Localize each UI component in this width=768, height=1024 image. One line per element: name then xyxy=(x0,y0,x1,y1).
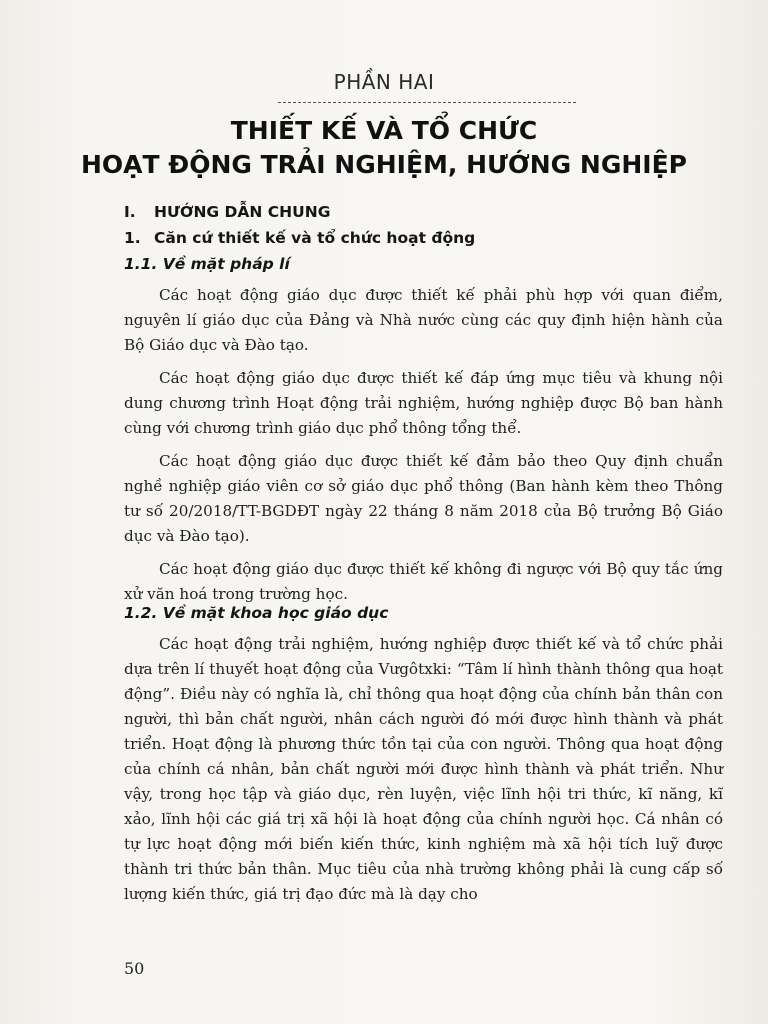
legal-basis-text xyxy=(124,283,723,615)
section-title: Căn cứ thiết kế và tổ chức hoạt động xyxy=(154,229,476,247)
educational-science-text xyxy=(124,632,723,915)
paragraph: Các hoạt động giáo dục được thiết kế đáp ứng mục tiêu và khung nội dung chương trình Hoạt động trải nghiệm, hướng nghiệp được Bộ ban hành cùng với chương trình giáo dục phổ thông tổng thể. xyxy=(124,369,723,437)
section-heading-i xyxy=(124,203,330,221)
section-heading-1 xyxy=(124,229,475,247)
paragraph: Các hoạt động giáo dục được thiết kế phải phù hợp với quan điểm, nguyên lí giáo dục của Đảng và Nhà nước cùng các quy định hiện hành của Bộ Giáo dục và Đào tạo. xyxy=(124,286,723,354)
section-number: I. xyxy=(124,203,136,221)
paragraph: Các hoạt động giáo dục được thiết kế không đi ngược với Bộ quy tắc ứng xử văn hoá trong trường học. xyxy=(124,560,723,603)
section-number: 1. xyxy=(124,229,141,247)
chapter-title-line-1: THIẾT KẾ VÀ TỔ CHỨC xyxy=(230,116,538,145)
paragraph: Các hoạt động giáo dục được thiết kế đảm bảo theo Quy định chuẩn nghề nghiệp giáo viên cơ sở giáo dục phổ thông (Ban hành kèm theo Thông tư số 20/2018/TT-BGDĐT ngày 22 tháng 8 năm 2018 của Bộ trưởng Bộ Giáo dục và Đào tạo). xyxy=(124,452,723,545)
page-number: 50 xyxy=(124,959,145,978)
paragraph: Các hoạt động trải nghiệm, hướng nghiệp được thiết kế và tổ chức phải dựa trên lí thuyết hoạt động của Vưgôtxki: “Tâm lí hình thành thông qua hoạt động”. Điều này có nghĩa là, chỉ thông qua hoạt động của chính bản thân con người, thì bản chất người, nhân cách người đó mới được hình thành và phát triển. Hoạt động là phương thức tồn tại của con người. Thông qua hoạt động của chính cá nhân, bản chất người mới được hình thành và phát triển. Như vậy, trong học tập và giáo dục, rèn luyện, việc lĩnh hội tri thức, kĩ năng, kĩ xảo, lĩnh hội các giá trị xã hội là hoạt động của chính người học. Cá nhân có tự lực hoạt động mới biến kiến thức, kinh nghiệm mà xã hội tích luỹ được thành tri thức bản thân. Mục tiêu của nhà trường không phải là cung cấp số lượng kiến thức, giá trị đạo đức mà là dạy cho xyxy=(124,635,723,903)
chapter-title-line-2: HOẠT ĐỘNG TRẢI NGHIỆM, HƯỚNG NGHIỆP xyxy=(81,150,687,179)
section-title: HƯỚNG DẪN CHUNG xyxy=(154,203,331,221)
part-label: PHẦN HAI xyxy=(333,70,435,94)
dashed-divider xyxy=(278,102,576,103)
subsection-heading-1-1: 1.1. Về mặt pháp lí xyxy=(124,255,290,273)
subsection-heading-1-2: 1.2. Về mặt khoa học giáo dục xyxy=(124,604,389,622)
